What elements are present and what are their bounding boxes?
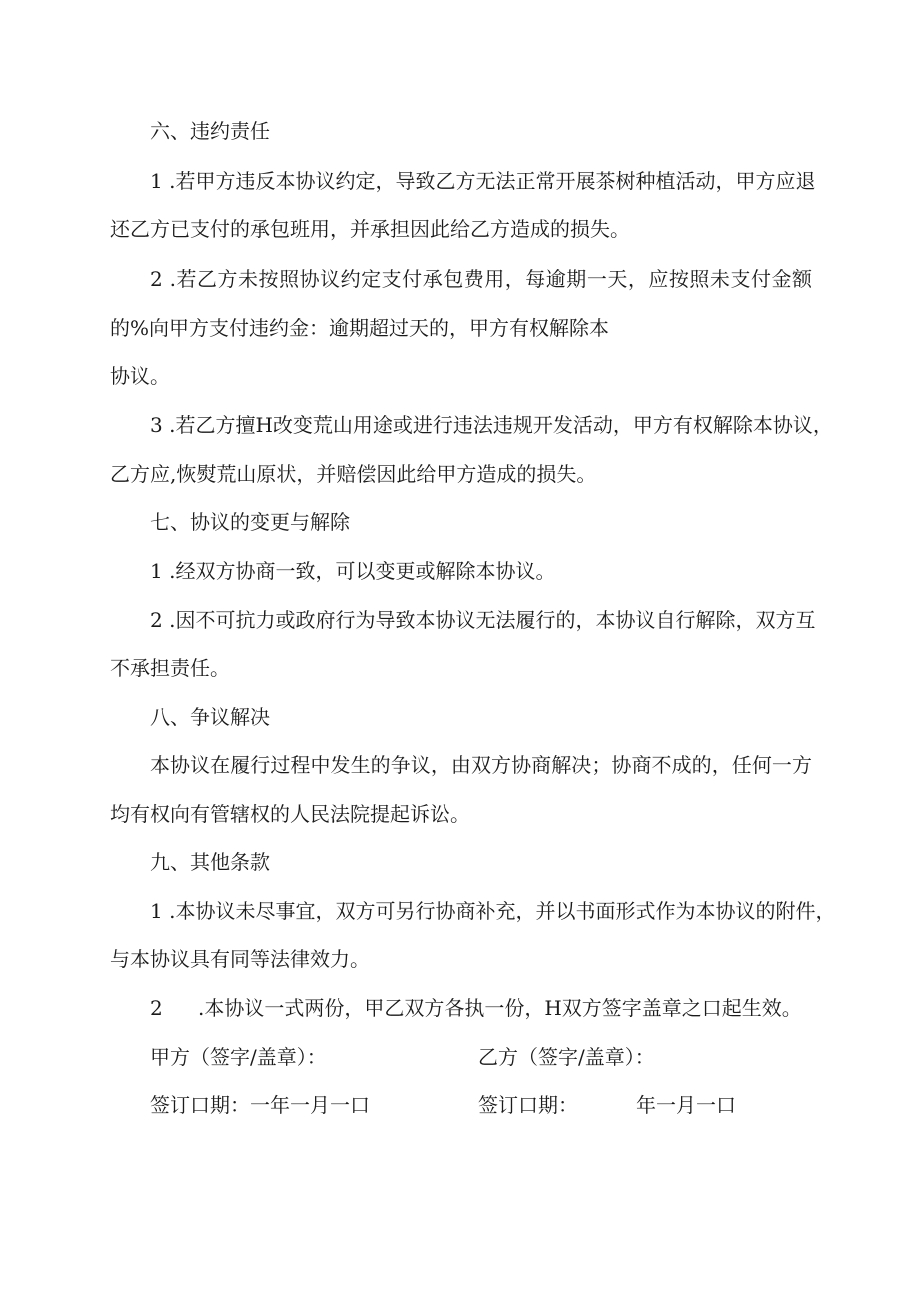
clause-6-2-line1 bbox=[150, 265, 812, 293]
clause-text: .经双方协商一致，可以变更或解除本协议。 bbox=[169, 559, 556, 583]
clause-6-1-line1 bbox=[150, 167, 816, 195]
clause-7-2-line2: 不承担责任。 bbox=[110, 656, 230, 680]
clause-text: .本协议一式两份，甲乙双方各执一份，H双方签字盖章之口起生效。 bbox=[198, 996, 802, 1020]
section-6-heading: 六、违约责任 bbox=[150, 119, 270, 143]
section-9-heading: 九、其他条款 bbox=[150, 850, 270, 874]
clause-6-1-line2: 还乙方已支付的承包班用，并承担因此给乙方造成的损失。 bbox=[110, 217, 630, 241]
clause-text: .因不可抗力或政府行为导致本协议无法履行的，本协议自行解除，双方互 bbox=[169, 608, 816, 632]
party-b-date-value: 年一月一口 bbox=[636, 1093, 736, 1117]
clause-text: .若甲方违反本协议约定，导致乙方无法正常开展茶树种植活动，甲方应退 bbox=[169, 169, 816, 193]
clause-7-1-line1 bbox=[150, 557, 555, 585]
party-a-date: 签订口期：一年一月一口 bbox=[150, 1093, 370, 1117]
clause-number: 2 bbox=[150, 267, 163, 291]
clause-number: 1 bbox=[150, 899, 163, 923]
clause-6-2-line3: 协议。 bbox=[110, 364, 170, 388]
section-7-heading: 七、协议的变更与解除 bbox=[150, 510, 350, 534]
clause-9-1-line1 bbox=[150, 897, 836, 925]
clause-8-line1: 本协议在履行过程中发生的争议，由双方协商解决；协商不成的，任何一方 bbox=[150, 753, 812, 777]
clause-number: 1 bbox=[150, 559, 163, 583]
clause-7-2-line1 bbox=[150, 606, 816, 634]
clause-6-3-line2: 乙方应,恢熨荒山原状，并赔偿因此给甲方造成的损失。 bbox=[110, 462, 597, 486]
section-8-heading: 八、争议解决 bbox=[150, 705, 270, 729]
clause-text: .若乙方擅H改变荒山用途或进行违法违规开发活动，甲方有权解除本协议， bbox=[169, 413, 833, 437]
clause-text: .本协议未尽事宜，双方可另行协商补充，并以书面形式作为本协议的附件， bbox=[169, 899, 836, 923]
clause-6-3-line1 bbox=[150, 411, 833, 439]
party-b-signature-label: 乙方（签字/盖章）： bbox=[478, 1045, 655, 1069]
clause-number: 3 bbox=[150, 413, 163, 437]
clause-number: 1 bbox=[150, 169, 163, 193]
clause-9-1-line2: 与本协议具有同等法律效力。 bbox=[110, 947, 370, 971]
clause-number: 2 bbox=[150, 608, 163, 632]
party-b-date-label: 签订口期： bbox=[478, 1093, 578, 1117]
clause-6-2-line2: 的%向甲方支付违约金：逾期超过天的，甲方有权解除本 bbox=[110, 316, 610, 340]
clause-8-line2: 均有权向有管辖权的人民法院提起诉讼。 bbox=[110, 802, 470, 826]
party-a-signature-label: 甲方（签字/盖章）： bbox=[150, 1045, 327, 1069]
clause-9-2-line1 bbox=[150, 994, 802, 1022]
clause-text: .若乙方未按照协议约定支付承包费用，每逾期一天，应按照未支付金额 bbox=[169, 267, 812, 291]
clause-number: 2 bbox=[150, 996, 163, 1020]
